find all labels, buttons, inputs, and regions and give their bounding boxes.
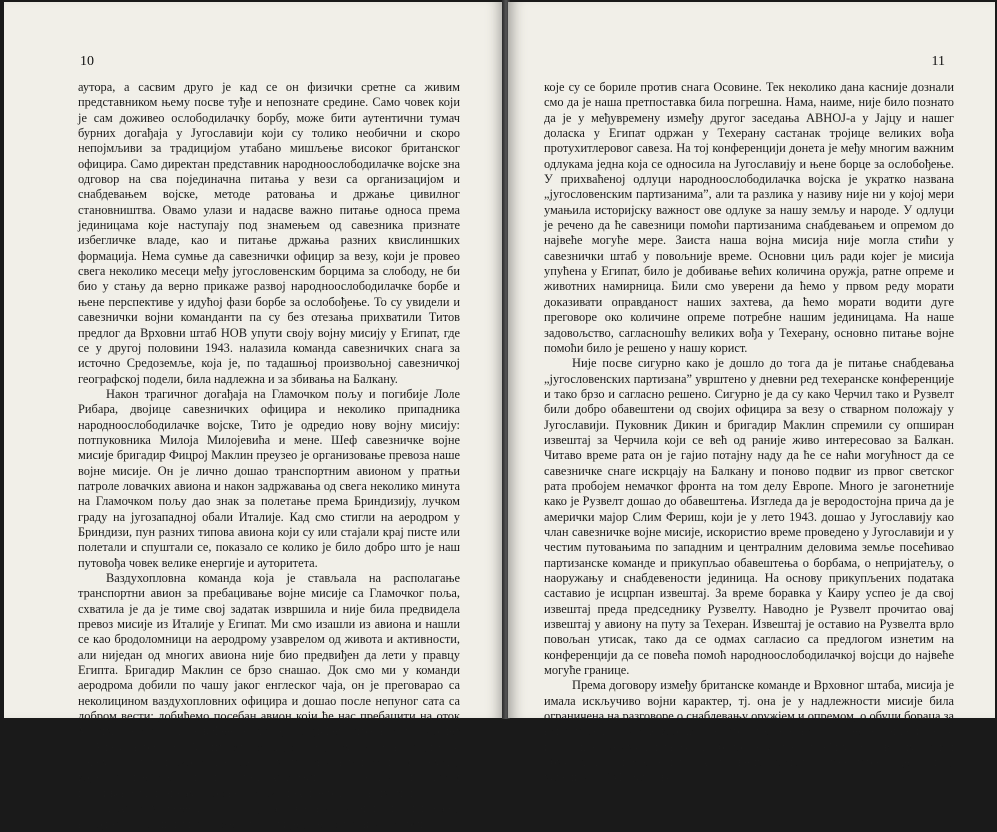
right-page xyxy=(508,2,995,785)
paragraph: које су се бориле против снага Осовине. Тек неколико дана касније дознали смо да је наша претпоставка била погрешна. Нама, наиме, није било познато да је у међувремену између другог заседања АВНОЈ-а у Јајцу и нашег доласка у Египат одржан у Техерану састанак тројице великих вођа протухитлеровог савеза. На тој конференцији донета је међу многим важним одлукама једна која се односила на Југославију и њене борце за ослобођење. У прихваћеној одлуци народноослободилачка војска је укратко названа „југословенским партизанима”, али та разлика у називу није ни у којој мери умањила историјску важност ове одлуке за нашу земљу и народе. У одлуци је речено да ће савезници помоћи партизанима снабдевањем и опремом до највеће могуће мере. Заиста наша војна мисија није могла стићи у савезнички штаб у повољније време. Основни циљ ради којег је мисија упућена у Египат, било је добивање већих количина оружја, ратне опреме и животних намирница. Били смо уверени да ћемо у првом реду морати доказивати оправданост наших захтева, да ћемо морати водити дуге преговоре око количине опреме потребне нашим јединицама. На наше задовољство, сагласношћу великих вођа у Техерану, основно питање војне помоћи било је решено у нашу корист. xyxy=(544,80,954,355)
body-text xyxy=(544,80,954,786)
paragraph: Није посве сигурно како је дошло до тога да је питање снабдевања „југословенских партизана” уврштено у дневни ред техеранске конференције и тако брзо и сагласно решено. Сигурно је да су како Черчил тако и Рузвелт били добро обавештени од својих официра за везу о стварном положају у Југославији. Пуковник Дикин и бригадир Маклин спремили су опширан извештај за Черчила који се већ од раније живо интересовао за Балкан. Читаво време рата он је гајио потајну наду да ће се наћи могућност да се савезничке снаге искрцају на Балкану и поново подвиг из првог светског рата пробојем немачког фронта на том делу Европе. Много је загонетније како је Рузвелт дошао до обавештења. Изгледа да је веродостојна прича да је амерички мајор Слим Фериш, који је у лето 1943. дошао у Југославију као члан савезничке војне мисије, искористио време проведено у Југославији и у честим путовањима по западним и централним деловима земље посећивао партизанске команде и прикупљао обавештења о борбама, о непријатељу, о наоружању и снабдевености јединица. На основу прикупљених података саставио је исцрпан извештај. За време боравка у Каиру успео је да свој извештај преда председнику Рузвелту. Наводно је Рузвелт прочитао овај извештај у авиону на путу за Техеран. Извештај је оставио на Рузвелта врло повољан утисак, тако да се одмах сагласио са предлогом изнетим на конференцији да се повећа помоћ народноослободилачкој војсци до највеће могуће границе. xyxy=(544,356,954,678)
left-page xyxy=(4,2,504,831)
paragraph: Након трагичног догађаја на Гламочком пољу и погибије Лоле Рибара, двојице савезничких официра и неколико припадника народноослободилачке војске, Тито је одредио нову војну мисију: потпуковника Милоја Милојевића и мене. Шеф савезничке војне мисије бригадир Фицрој Маклин преузео је организовање превоза наше војне мисије. Он је лично дошао транспортним авионом у пратњи патроле ловачких авиона и након задржавања од свега неколико минута на Гламочком пољу дао знак за полетање према Бриндизију, лучком граду на југозападној обали Италије. Кад смо стигли на аеродром у Бриндизи, пун разних типова авиона који су или стајали крај писте или полетали и спуштали се, показало се колико је било добро што је наш путовођа човек велике енергије и ауторитета. xyxy=(78,386,460,570)
paragraph: аутора, а сасвим друго је кад се он физички сретне са живим представником њему посве туђе и непознате средине. Само човек који је сам доживео ослободилачку борбу, може бити аутентични тумач бурних догађаја у Југославији који су толико необични и скоро непојмљиви за традицијом утабано мишљење високог британског официра. Само директан представник народноослободилачке војске зна одговор на сва појединачна питања у вези са организацијом и снабдевањем војске, методе ратовања и држање цивилног становништва. Овамо улази и надасве важно питање односа према јединицама које наступају под знамењем од савезника признате избегличке владе, као и питање држања разних квислиншких формација. Нема сумње да савезнички официр за везу, који је провео свега неколико месеци међу југословенским борцима за слободу, не би био у стању да верно прикаже развој народноослободилачке борбе и њене перспективе у идућој фази борбе за ослобођење. То су увидели и савезнички војни команданти па су без отезања прихватили Титов предлог да Врховни штаб НОВ упути своју војну мисију у Египат, где се у другој половини 1943. налазила команда савезничких снага за источно Средоземље, која је, по тадашњој произвољној савезничкој географској подели, била надлежна и за збивања на Балкану. xyxy=(78,80,460,386)
page-number: 11 xyxy=(931,54,945,69)
paragraph: Тако је учињен први корак, како се нама чинило, ка признању народноослободилачке војске Југославије у ред савезничких армија xyxy=(78,801,460,831)
page-number: 10 xyxy=(80,54,94,69)
paragraph: Ваздухопловна команда која је стављала на располагање транспортни авион за пребацивање војне мисије са Гламочког поља, схватила је да је тиме свој задатак извршила и није била предвидела превоз мисије из Италије у Египат. Ми смо изашли из авиона и нашли се као бродоломници на аеродрому узаврелом од живота и активности, али ниједан од многих авиона није био предвиђен да лети у правцу Египта. Бригадир Маклин се брзо снашао. Док смо ми у команди аеродрома добили по чашу јаког енглеског чаја, он је преговарао са неколицином ваздухопловних официра и дошао после непуног сата са добром вести: добићемо посебан авион који ће нас пребацити на оток Малту, где је било предвиђено ноћење, а следећег јутра настављамо лет за Александрију. На Малту смо се спустили у сумрак. Рано изјутра 4. децембра стигли смо у Александрију по сунчаном и топлом времену које је представљало пријатан контраст са хладним и снегом покривеним планинама Босне које смо тек дан раније напустили. xyxy=(78,571,460,800)
paragraph: Према договору између британске команде и Врховног штаба, мисија је имала искључиво војни карактер, тј. она је у надлежности мисије била ограничена на разговоре о снабдевању оружјем и опремом, о обуци бораца за неке посебне задатке као што је образовање једне оклопне јединице и једне или више ваздухопловних. Требало је у предстојећим разговорима бити обухваћено и питање повратка пловних објеката ратне морнарице који су успели да 1941. исплове xyxy=(544,678,954,785)
body-text xyxy=(78,80,460,832)
